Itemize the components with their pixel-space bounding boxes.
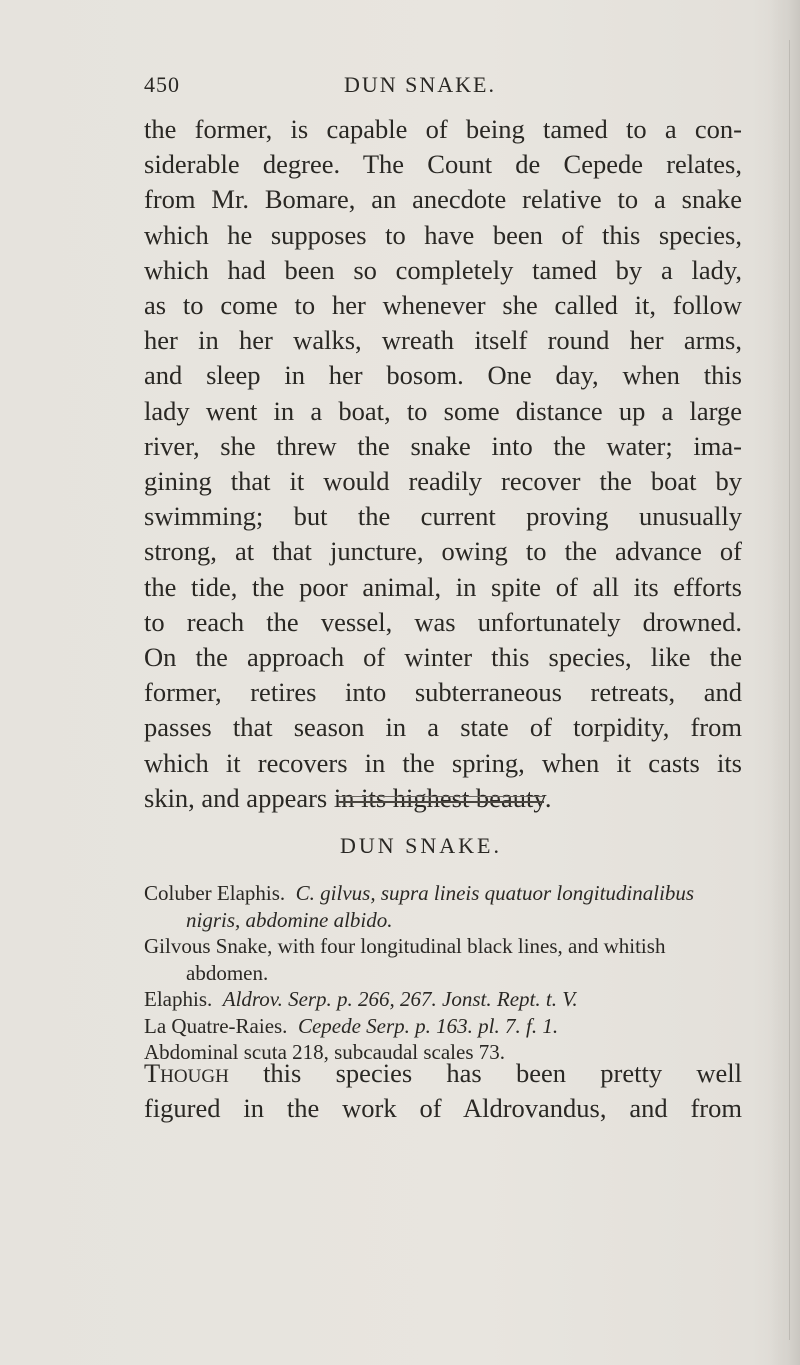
latin-description: C. gilvus, supra lineis quatuor longitudinalibus [295, 881, 695, 905]
latin-name-line [144, 880, 749, 907]
scuta-count: Abdominal scuta 218, subcaudal scales 73. [144, 1040, 505, 1064]
text-line: gining that it would readily recover the boat by [144, 466, 742, 497]
text-line: swimming; but the current proving unusually [144, 501, 742, 532]
text-line: river, she threw the snake into the water; ima- [144, 430, 742, 461]
section-title: DUN SNAKE. [340, 833, 502, 858]
english-description: Gilvous Snake, with four longitudinal black lines, and whitish [144, 934, 666, 958]
page-header [144, 72, 704, 104]
text-line: as to come to her whenever she called it, follow [144, 290, 742, 321]
text-line: which it recovers in the spring, when it casts its [144, 747, 742, 778]
english-description-cont: abdomen. [186, 960, 269, 985]
text-line: to reach the vessel, was unfortunately drowned. [144, 606, 742, 637]
text-line: lady went in a boat, to some distance up a large [144, 395, 742, 426]
line-rest: this species has been pretty well [263, 1058, 742, 1088]
page-number: 450 [144, 72, 180, 97]
reference-line [144, 1013, 749, 1040]
text-line: her in her walks, wreath itself round her arms, [144, 325, 742, 356]
running-head: DUN SNAKE. [344, 72, 496, 97]
reference-line [144, 986, 749, 1013]
text-line: On the approach of winter this species, like the [144, 642, 742, 673]
text-line: former, retires into subterraneous retreats, and [144, 677, 742, 708]
reference-label: Elaphis. [144, 987, 213, 1011]
text-line: the tide, the poor animal, in spite of all its efforts [144, 571, 742, 602]
reference-text: Aldrov. Serp. p. 266, 267. Jonst. Rept. t. V. [222, 987, 578, 1011]
text-line: which he supposes to have been of this species, [144, 219, 742, 250]
text-line: strong, at that juncture, owing to the advance of [144, 536, 742, 567]
text-line: skin, and appears in its highest beauty. [144, 782, 552, 813]
text-line: passes that season in a state of torpidity, from [144, 712, 742, 743]
text-line: from Mr. Bomare, an anecdote relative to a snake [144, 184, 742, 215]
text-line: figured in the work of Aldrovandus, and from [144, 1093, 742, 1124]
closing-paragraph [144, 1056, 742, 1126]
section-divider [339, 796, 544, 803]
latin-name: Coluber Elaphis. [144, 881, 286, 905]
page-edge-line [789, 40, 790, 1340]
lead-word: Though [144, 1058, 229, 1088]
text-line: the former, is capable of being tamed to a con- [144, 114, 742, 144]
text-line [144, 1056, 742, 1091]
reference-label: La Quatre-Raies. [144, 1013, 288, 1038]
reference-text: Cepede Serp. p. 163. pl. 7. f. 1. [297, 1013, 559, 1038]
text-line: siderable degree. The Count de Cepede relates, [144, 149, 742, 180]
text-line: and sleep in her bosom. One day, when this [144, 360, 742, 391]
latin-description-cont: nigris, abdomine albido. [186, 907, 393, 932]
text-line: which had been so completely tamed by a lady, [144, 254, 742, 285]
page-edge-shadow [770, 0, 800, 1365]
body-paragraph [144, 112, 742, 816]
species-entry [144, 880, 749, 1066]
